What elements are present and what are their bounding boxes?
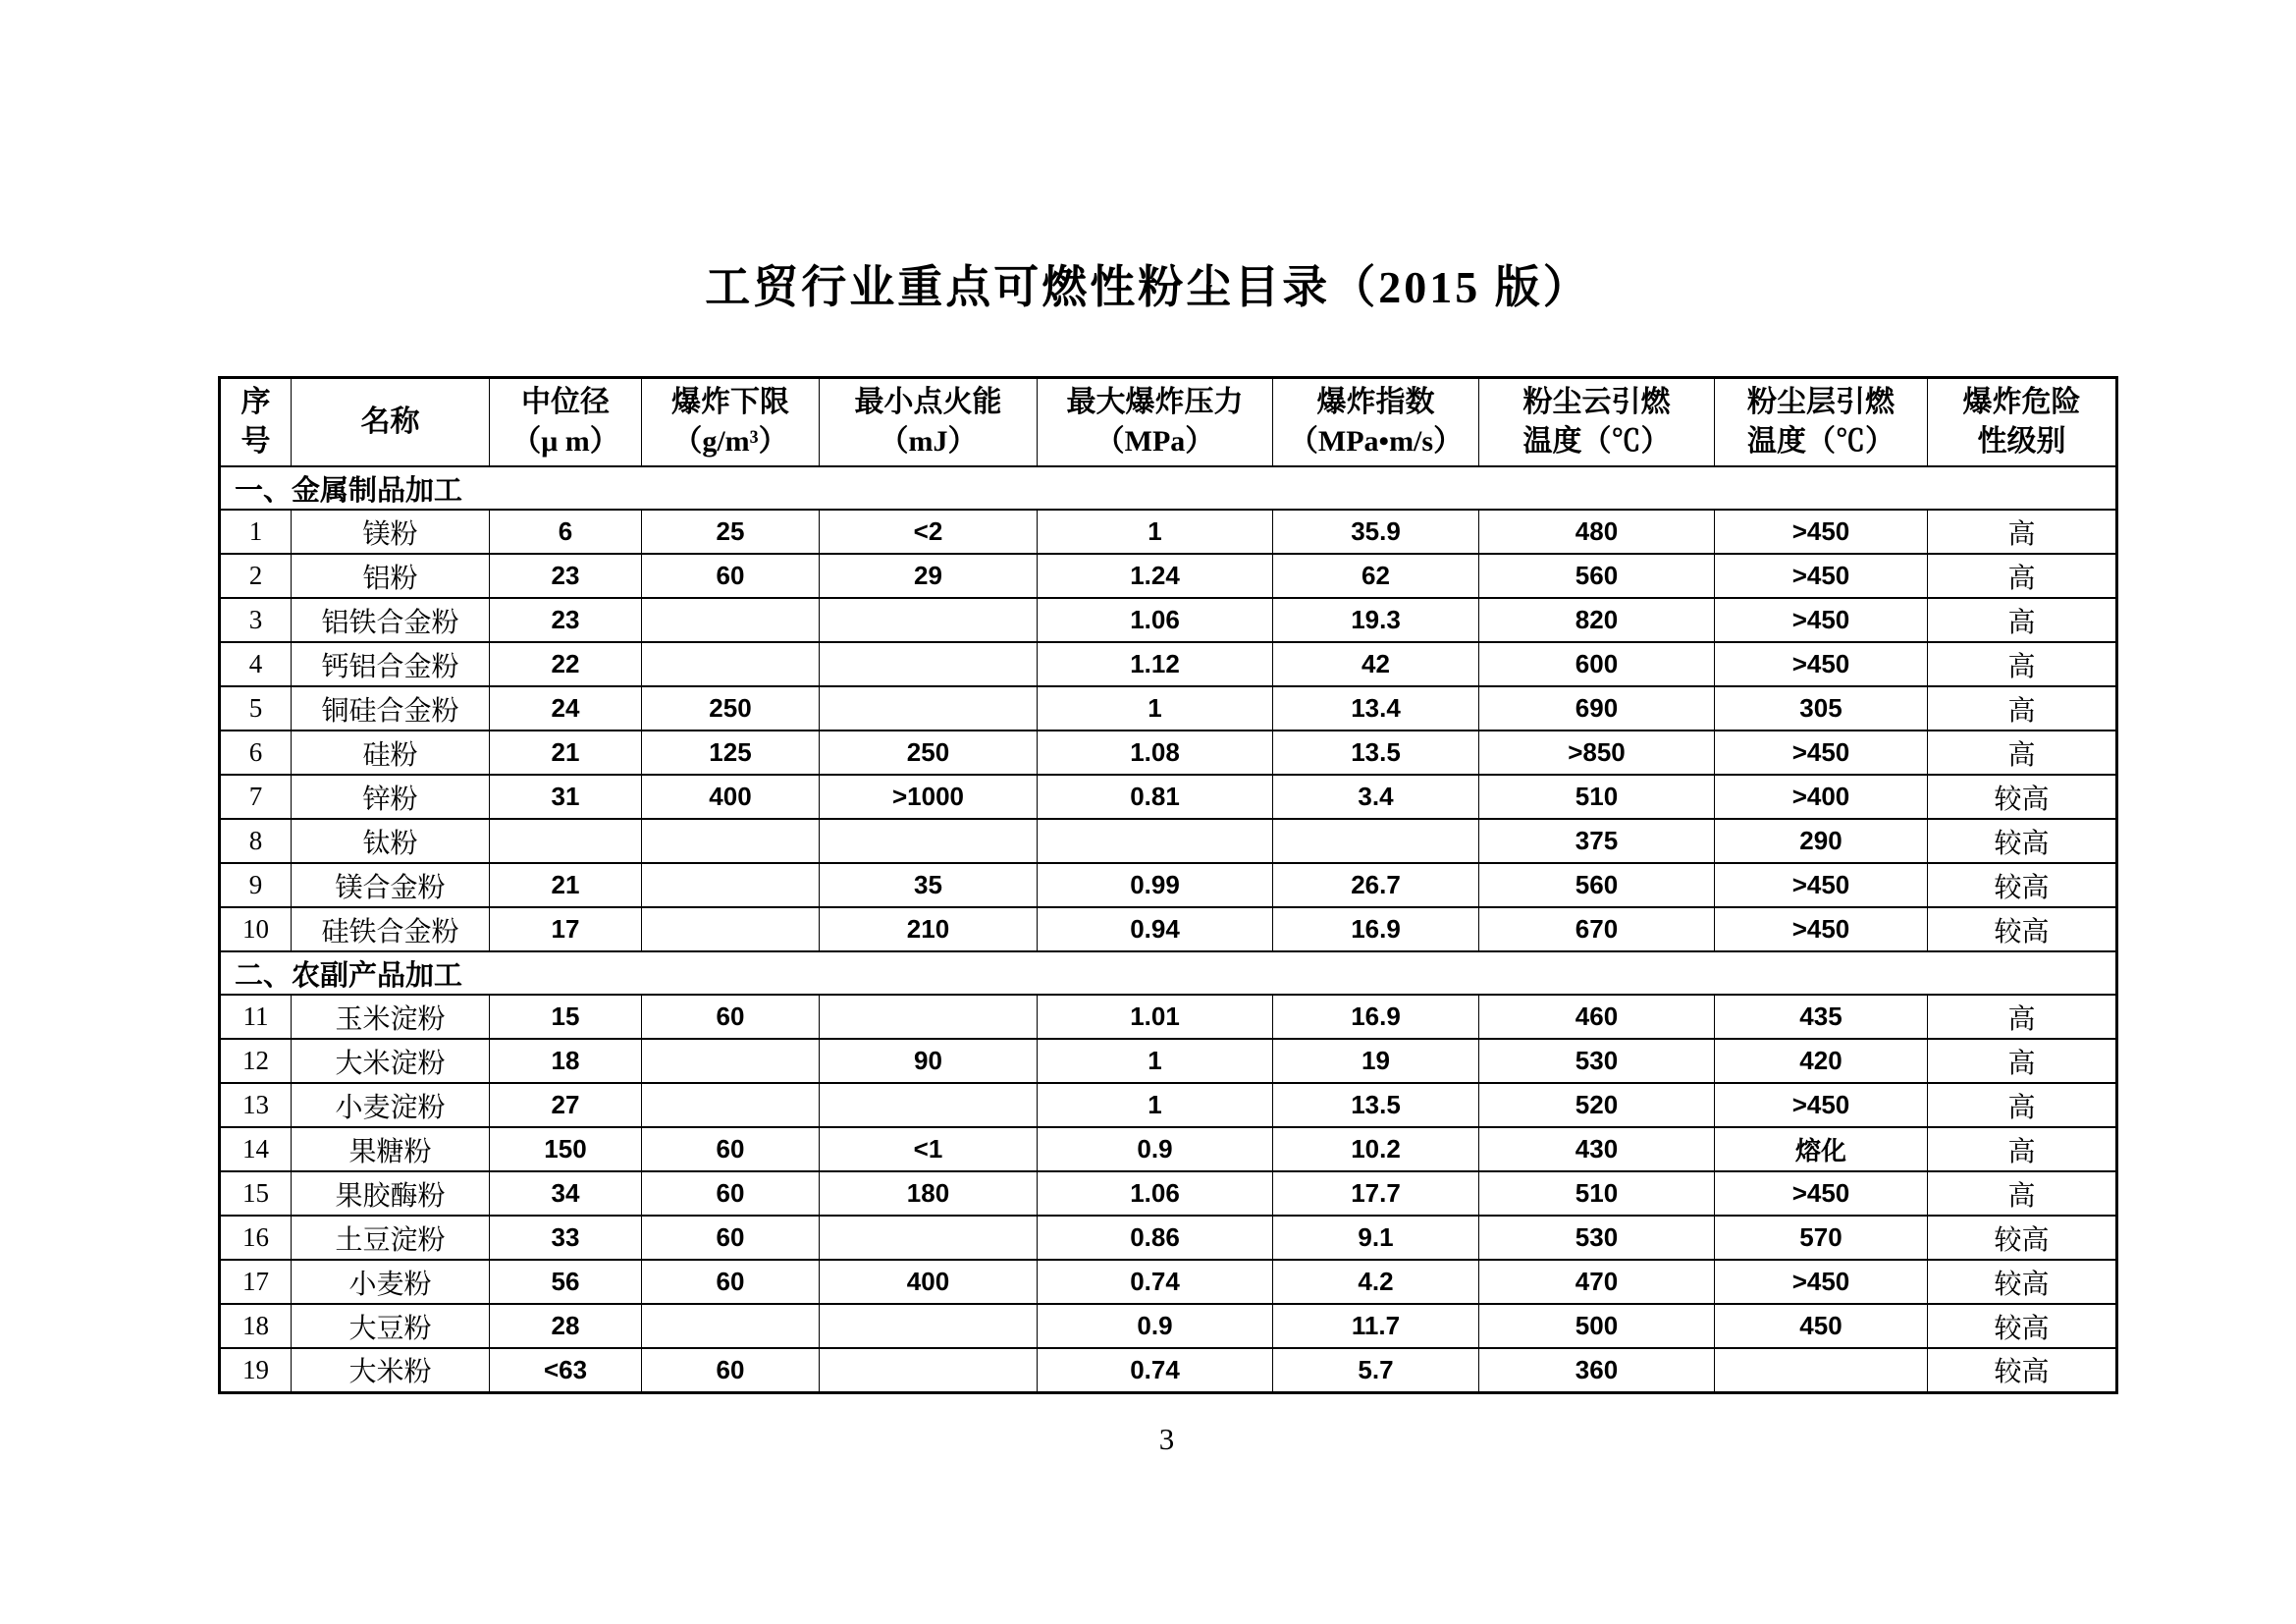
cell-explosion-hazard-level: 较高 (1928, 819, 2117, 863)
cell-serial-number: 8 (220, 819, 292, 863)
cell-maximum-explosion-pressure: 0.81 (1038, 775, 1273, 819)
cell-minimum-ignition-energy (820, 995, 1038, 1039)
cell-serial-number: 2 (220, 554, 292, 598)
cell-serial-number: 18 (220, 1304, 292, 1348)
cell-median-diameter: <63 (490, 1348, 642, 1392)
table-row (220, 598, 2117, 642)
table-header (220, 378, 2117, 467)
cell-maximum-explosion-pressure: 1.08 (1038, 731, 1273, 775)
cell-maximum-explosion-pressure: 1 (1038, 1039, 1273, 1083)
cell-maximum-explosion-pressure: 1.06 (1038, 598, 1273, 642)
cell-dust-cloud-ignition-temperature: 375 (1479, 819, 1715, 863)
cell-dust-layer-ignition-temperature: 熔化 (1715, 1127, 1928, 1171)
table-row (220, 554, 2117, 598)
cell-lower-explosion-limit: 400 (642, 775, 820, 819)
cell-serial-number: 11 (220, 995, 292, 1039)
cell-serial-number: 5 (220, 686, 292, 731)
cell-serial-number: 1 (220, 510, 292, 554)
cell-explosion-hazard-level: 较高 (1928, 1348, 2117, 1392)
cell-maximum-explosion-pressure: 0.9 (1038, 1127, 1273, 1171)
cell-name: 铝粉 (292, 554, 490, 598)
cell-dust-cloud-ignition-temperature: 470 (1479, 1260, 1715, 1304)
cell-median-diameter: 22 (490, 642, 642, 686)
cell-explosion-hazard-level: 高 (1928, 731, 2117, 775)
table-row (220, 731, 2117, 775)
cell-explosion-index (1273, 819, 1479, 863)
header-line2: （μ m） (511, 425, 619, 458)
cell-serial-number: 9 (220, 863, 292, 907)
cell-median-diameter: 17 (490, 907, 642, 951)
cell-name: 铜硅合金粉 (292, 686, 490, 731)
cell-name: 果糖粉 (292, 1127, 490, 1171)
cell-lower-explosion-limit (642, 642, 820, 686)
header-line1: 爆炸指数 (1316, 385, 1435, 418)
section-title: 一、金属制品加工 (220, 466, 2117, 510)
cell-dust-cloud-ignition-temperature: 820 (1479, 598, 1715, 642)
cell-serial-number: 12 (220, 1039, 292, 1083)
cell-median-diameter: 21 (490, 863, 642, 907)
header-line2: （g/m³） (672, 425, 788, 458)
cell-explosion-hazard-level: 高 (1928, 1039, 2117, 1083)
column-header-dust-layer-ignition-temperature (1715, 378, 1928, 467)
cell-explosion-hazard-level: 高 (1928, 554, 2117, 598)
cell-explosion-hazard-level: 高 (1928, 598, 2117, 642)
cell-minimum-ignition-energy: 400 (820, 1260, 1038, 1304)
column-header-explosion-index (1273, 378, 1479, 467)
cell-dust-cloud-ignition-temperature: 480 (1479, 510, 1715, 554)
header-line2: 温度（℃） (1747, 425, 1895, 458)
cell-name: 硅粉 (292, 731, 490, 775)
cell-serial-number: 4 (220, 642, 292, 686)
cell-minimum-ignition-energy (820, 1304, 1038, 1348)
cell-maximum-explosion-pressure (1038, 819, 1273, 863)
table-row (220, 775, 2117, 819)
cell-dust-layer-ignition-temperature: >450 (1715, 731, 1928, 775)
cell-explosion-index: 13.5 (1273, 1083, 1479, 1127)
section-row-2 (220, 951, 2117, 995)
cell-minimum-ignition-energy (820, 1348, 1038, 1392)
page-number: 3 (1158, 1422, 1175, 1456)
cell-serial-number: 6 (220, 731, 292, 775)
cell-minimum-ignition-energy: 250 (820, 731, 1038, 775)
cell-explosion-index: 19 (1273, 1039, 1479, 1083)
cell-name: 铝铁合金粉 (292, 598, 490, 642)
cell-name: 大米淀粉 (292, 1039, 490, 1083)
table-header-row (220, 378, 2117, 467)
cell-serial-number: 7 (220, 775, 292, 819)
cell-dust-layer-ignition-temperature: >400 (1715, 775, 1928, 819)
header-line1: 序 (240, 385, 271, 418)
section-row-1 (220, 466, 2117, 510)
cell-dust-layer-ignition-temperature: 435 (1715, 995, 1928, 1039)
cell-dust-cloud-ignition-temperature: 670 (1479, 907, 1715, 951)
cell-explosion-hazard-level: 高 (1928, 642, 2117, 686)
table-row (220, 510, 2117, 554)
cell-maximum-explosion-pressure: 1 (1038, 510, 1273, 554)
column-header-serial-number (220, 378, 292, 467)
cell-maximum-explosion-pressure: 0.99 (1038, 863, 1273, 907)
cell-name: 大豆粉 (292, 1304, 490, 1348)
cell-minimum-ignition-energy (820, 819, 1038, 863)
cell-name: 锌粉 (292, 775, 490, 819)
table-row (220, 1127, 2117, 1171)
cell-lower-explosion-limit: 60 (642, 1216, 820, 1260)
cell-explosion-index: 13.5 (1273, 731, 1479, 775)
cell-name: 镁合金粉 (292, 863, 490, 907)
cell-lower-explosion-limit: 60 (642, 995, 820, 1039)
cell-minimum-ignition-energy (820, 642, 1038, 686)
header-line2: （mJ） (879, 425, 978, 458)
cell-median-diameter: 21 (490, 731, 642, 775)
cell-median-diameter: 27 (490, 1083, 642, 1127)
cell-minimum-ignition-energy: 35 (820, 863, 1038, 907)
cell-lower-explosion-limit: 60 (642, 1171, 820, 1216)
cell-explosion-index: 13.4 (1273, 686, 1479, 731)
cell-dust-layer-ignition-temperature: >450 (1715, 1260, 1928, 1304)
cell-dust-layer-ignition-temperature: 290 (1715, 819, 1928, 863)
cell-dust-cloud-ignition-temperature: 520 (1479, 1083, 1715, 1127)
column-header-maximum-explosion-pressure (1038, 378, 1273, 467)
cell-explosion-hazard-level: 高 (1928, 686, 2117, 731)
cell-minimum-ignition-energy (820, 686, 1038, 731)
cell-dust-layer-ignition-temperature: >450 (1715, 554, 1928, 598)
cell-minimum-ignition-energy: 210 (820, 907, 1038, 951)
table-row (220, 1304, 2117, 1348)
cell-explosion-hazard-level: 高 (1928, 510, 2117, 554)
cell-lower-explosion-limit (642, 819, 820, 863)
section-title: 二、农副产品加工 (220, 951, 2117, 995)
header-line2: 温度（℃） (1522, 425, 1671, 458)
cell-median-diameter: 150 (490, 1127, 642, 1171)
cell-dust-layer-ignition-temperature: >450 (1715, 510, 1928, 554)
cell-explosion-hazard-level: 较高 (1928, 1304, 2117, 1348)
cell-dust-cloud-ignition-temperature: 600 (1479, 642, 1715, 686)
page-title: 工贸行业重点可燃性粉尘目录（2015 版） (705, 262, 1591, 312)
cell-serial-number: 15 (220, 1171, 292, 1216)
cell-serial-number: 10 (220, 907, 292, 951)
cell-name: 小麦淀粉 (292, 1083, 490, 1127)
cell-median-diameter: 23 (490, 554, 642, 598)
cell-maximum-explosion-pressure: 0.9 (1038, 1304, 1273, 1348)
cell-name: 玉米淀粉 (292, 995, 490, 1039)
cell-lower-explosion-limit: 60 (642, 1348, 820, 1392)
cell-minimum-ignition-energy: >1000 (820, 775, 1038, 819)
table-row (220, 1348, 2117, 1392)
cell-lower-explosion-limit (642, 1083, 820, 1127)
header-line2: 性级别 (1977, 425, 2066, 458)
cell-dust-cloud-ignition-temperature: 690 (1479, 686, 1715, 731)
cell-median-diameter: 34 (490, 1171, 642, 1216)
table-row (220, 686, 2117, 731)
cell-minimum-ignition-energy (820, 1083, 1038, 1127)
cell-lower-explosion-limit (642, 863, 820, 907)
cell-dust-cloud-ignition-temperature: 510 (1479, 775, 1715, 819)
cell-explosion-index: 3.4 (1273, 775, 1479, 819)
cell-maximum-explosion-pressure: 0.74 (1038, 1348, 1273, 1392)
cell-name: 硅铁合金粉 (292, 907, 490, 951)
cell-lower-explosion-limit: 125 (642, 731, 820, 775)
cell-lower-explosion-limit: 250 (642, 686, 820, 731)
header-line2: 号 (240, 425, 271, 458)
table-row (220, 642, 2117, 686)
cell-maximum-explosion-pressure: 1.06 (1038, 1171, 1273, 1216)
table-row (220, 863, 2117, 907)
header-line2: （MPa•m/s） (1288, 425, 1464, 458)
cell-explosion-hazard-level: 高 (1928, 1171, 2117, 1216)
cell-minimum-ignition-energy: 29 (820, 554, 1038, 598)
combustible-dust-table (218, 376, 2118, 1394)
cell-explosion-index: 4.2 (1273, 1260, 1479, 1304)
cell-median-diameter: 33 (490, 1216, 642, 1260)
cell-maximum-explosion-pressure: 1 (1038, 1083, 1273, 1127)
cell-explosion-hazard-level: 较高 (1928, 1216, 2117, 1260)
cell-explosion-index: 5.7 (1273, 1348, 1479, 1392)
cell-median-diameter (490, 819, 642, 863)
cell-serial-number: 19 (220, 1348, 292, 1392)
cell-serial-number: 17 (220, 1260, 292, 1304)
cell-maximum-explosion-pressure: 1 (1038, 686, 1273, 731)
cell-median-diameter: 31 (490, 775, 642, 819)
table-row (220, 1083, 2117, 1127)
cell-name: 钛粉 (292, 819, 490, 863)
cell-lower-explosion-limit: 60 (642, 1127, 820, 1171)
header-line1: 爆炸下限 (671, 385, 789, 418)
cell-dust-cloud-ignition-temperature: 560 (1479, 863, 1715, 907)
cell-explosion-hazard-level: 较高 (1928, 1260, 2117, 1304)
table-row (220, 995, 2117, 1039)
cell-explosion-hazard-level: 高 (1928, 995, 2117, 1039)
column-header-explosion-hazard-level (1928, 378, 2117, 467)
cell-dust-layer-ignition-temperature: 420 (1715, 1039, 1928, 1083)
cell-explosion-hazard-level: 较高 (1928, 775, 2117, 819)
cell-dust-layer-ignition-temperature: >450 (1715, 1171, 1928, 1216)
header-line1: 最大爆炸压力 (1066, 385, 1244, 418)
cell-minimum-ignition-energy (820, 598, 1038, 642)
cell-dust-cloud-ignition-temperature: 560 (1479, 554, 1715, 598)
table-row (220, 1039, 2117, 1083)
cell-lower-explosion-limit (642, 598, 820, 642)
cell-lower-explosion-limit: 60 (642, 1260, 820, 1304)
cell-median-diameter: 28 (490, 1304, 642, 1348)
cell-explosion-index: 35.9 (1273, 510, 1479, 554)
column-header-name (292, 378, 490, 467)
cell-maximum-explosion-pressure: 1.24 (1038, 554, 1273, 598)
cell-lower-explosion-limit: 25 (642, 510, 820, 554)
cell-explosion-hazard-level: 较高 (1928, 863, 2117, 907)
header-line1: 粉尘云引燃 (1522, 385, 1671, 418)
cell-dust-cloud-ignition-temperature: >850 (1479, 731, 1715, 775)
cell-maximum-explosion-pressure: 0.94 (1038, 907, 1273, 951)
cell-explosion-index: 16.9 (1273, 907, 1479, 951)
cell-dust-layer-ignition-temperature: 570 (1715, 1216, 1928, 1260)
cell-name: 钙铝合金粉 (292, 642, 490, 686)
cell-explosion-index: 19.3 (1273, 598, 1479, 642)
cell-dust-cloud-ignition-temperature: 500 (1479, 1304, 1715, 1348)
cell-serial-number: 16 (220, 1216, 292, 1260)
cell-name: 大米粉 (292, 1348, 490, 1392)
cell-explosion-hazard-level: 较高 (1928, 907, 2117, 951)
cell-dust-cloud-ignition-temperature: 530 (1479, 1216, 1715, 1260)
table-row (220, 819, 2117, 863)
cell-minimum-ignition-energy (820, 1216, 1038, 1260)
header-line1: 爆炸危险 (1962, 385, 2081, 418)
header-line2: （MPa） (1095, 425, 1215, 458)
cell-dust-cloud-ignition-temperature: 510 (1479, 1171, 1715, 1216)
table-row (220, 1216, 2117, 1260)
column-header-minimum-ignition-energy (820, 378, 1038, 467)
cell-name: 土豆淀粉 (292, 1216, 490, 1260)
cell-dust-layer-ignition-temperature: >450 (1715, 863, 1928, 907)
cell-serial-number: 13 (220, 1083, 292, 1127)
cell-explosion-hazard-level: 高 (1928, 1083, 2117, 1127)
header-line1: 中位径 (521, 385, 610, 418)
cell-dust-cloud-ignition-temperature: 360 (1479, 1348, 1715, 1392)
cell-explosion-index: 11.7 (1273, 1304, 1479, 1348)
cell-dust-layer-ignition-temperature: >450 (1715, 598, 1928, 642)
column-header-lower-explosion-limit (642, 378, 820, 467)
cell-minimum-ignition-energy: <1 (820, 1127, 1038, 1171)
cell-median-diameter: 6 (490, 510, 642, 554)
cell-maximum-explosion-pressure: 1.12 (1038, 642, 1273, 686)
cell-dust-cloud-ignition-temperature: 530 (1479, 1039, 1715, 1083)
cell-median-diameter: 24 (490, 686, 642, 731)
cell-maximum-explosion-pressure: 1.01 (1038, 995, 1273, 1039)
cell-dust-layer-ignition-temperature: >450 (1715, 1083, 1928, 1127)
cell-median-diameter: 23 (490, 598, 642, 642)
cell-explosion-index: 9.1 (1273, 1216, 1479, 1260)
cell-minimum-ignition-energy: 90 (820, 1039, 1038, 1083)
cell-lower-explosion-limit (642, 1039, 820, 1083)
cell-median-diameter: 18 (490, 1039, 642, 1083)
cell-explosion-index: 10.2 (1273, 1127, 1479, 1171)
table-row (220, 1171, 2117, 1216)
header-line1: 粉尘层引燃 (1747, 385, 1895, 418)
cell-name: 果胶酶粉 (292, 1171, 490, 1216)
cell-name: 小麦粉 (292, 1260, 490, 1304)
cell-dust-cloud-ignition-temperature: 430 (1479, 1127, 1715, 1171)
cell-explosion-index: 17.7 (1273, 1171, 1479, 1216)
cell-maximum-explosion-pressure: 0.86 (1038, 1216, 1273, 1260)
cell-serial-number: 14 (220, 1127, 292, 1171)
table-row (220, 1260, 2117, 1304)
cell-explosion-index: 26.7 (1273, 863, 1479, 907)
header-line1: 名称 (360, 405, 420, 438)
cell-dust-cloud-ignition-temperature: 460 (1479, 995, 1715, 1039)
cell-name: 镁粉 (292, 510, 490, 554)
cell-serial-number: 3 (220, 598, 292, 642)
cell-dust-layer-ignition-temperature: 305 (1715, 686, 1928, 731)
cell-lower-explosion-limit (642, 1304, 820, 1348)
cell-maximum-explosion-pressure: 0.74 (1038, 1260, 1273, 1304)
cell-dust-layer-ignition-temperature (1715, 1348, 1928, 1392)
cell-explosion-index: 16.9 (1273, 995, 1479, 1039)
cell-dust-layer-ignition-temperature: 450 (1715, 1304, 1928, 1348)
cell-median-diameter: 15 (490, 995, 642, 1039)
cell-explosion-index: 42 (1273, 642, 1479, 686)
cell-minimum-ignition-energy: 180 (820, 1171, 1038, 1216)
cell-lower-explosion-limit (642, 907, 820, 951)
cell-median-diameter: 56 (490, 1260, 642, 1304)
cell-dust-layer-ignition-temperature: >450 (1715, 907, 1928, 951)
header-line1: 最小点火能 (854, 385, 1002, 418)
table-row (220, 907, 2117, 951)
cell-minimum-ignition-energy: <2 (820, 510, 1038, 554)
cell-explosion-index: 62 (1273, 554, 1479, 598)
cell-dust-layer-ignition-temperature: >450 (1715, 642, 1928, 686)
cell-lower-explosion-limit: 60 (642, 554, 820, 598)
column-header-median-diameter (490, 378, 642, 467)
cell-explosion-hazard-level: 高 (1928, 1127, 2117, 1171)
table-body (220, 466, 2117, 1392)
column-header-dust-cloud-ignition-temperature (1479, 378, 1715, 467)
